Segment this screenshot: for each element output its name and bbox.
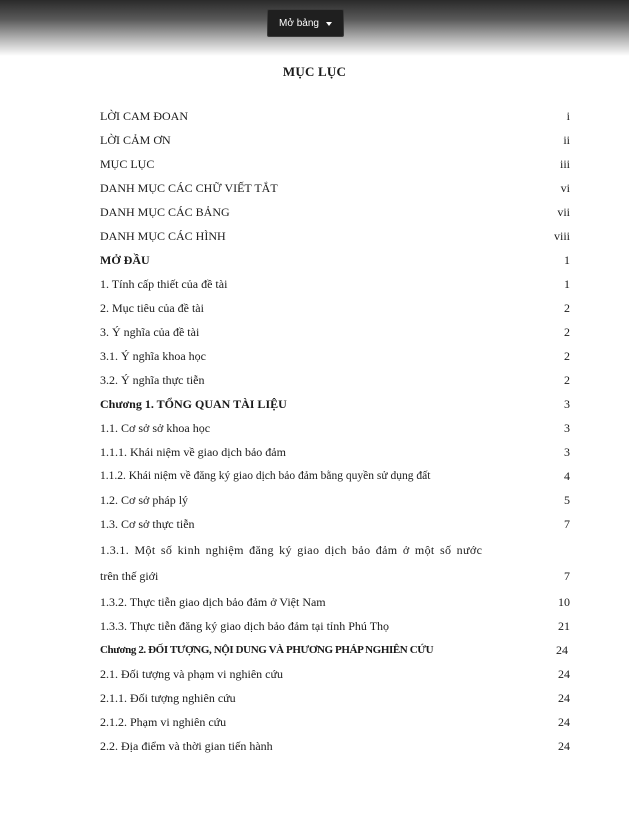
toc-entry-label: 2. Mục tiêu của đề tài xyxy=(100,301,204,315)
toc-entry-label: 3. Ý nghĩa của đề tài xyxy=(100,325,200,339)
toc-entry-label: Chương 2. ĐỐI TƯỢNG, NỘI DUNG VÀ PHƯƠNG PHÁP NGHIÊN CỨU xyxy=(100,644,434,656)
toc-entry-label: LỜI CẢM ƠN xyxy=(100,133,171,147)
toc-entry-page: 24 xyxy=(558,715,570,729)
toc-entry[interactable] xyxy=(100,298,570,318)
toc-entry[interactable] xyxy=(100,442,570,462)
toc-entry[interactable] xyxy=(100,418,570,438)
toc-entry-page: vi xyxy=(560,181,570,195)
toc-entry-page: 24 xyxy=(558,739,570,753)
toc-entry-label: 1.1. Cơ sở sở khoa học xyxy=(100,421,211,435)
toc-entry[interactable] xyxy=(100,322,570,342)
toc-entry[interactable] xyxy=(100,712,570,732)
toc-entry[interactable] xyxy=(100,592,570,612)
toc-entry[interactable] xyxy=(100,130,570,150)
toc-entry-label: 2.1.2. Phạm vi nghiên cứu xyxy=(100,715,227,729)
toc-entry-label: 1.2. Cơ sở pháp lý xyxy=(100,493,189,507)
toc-entry-label: Chương 1. TỔNG QUAN TÀI LIỆU xyxy=(100,397,287,411)
toc-entry-page: 3 xyxy=(564,421,570,435)
toc-entry-page: 4 xyxy=(564,469,570,483)
toc-entry-page: 10 xyxy=(558,595,570,609)
toc-entry-page: ii xyxy=(563,133,570,147)
toc-entry-label: DANH MỤC CÁC HÌNH xyxy=(100,229,226,243)
toc-entry[interactable] xyxy=(100,274,570,294)
toc-entry-page: 24 xyxy=(558,691,570,705)
toc-entry-page: 1 xyxy=(564,253,570,267)
toc-entry-label: 1.1.1. Khái niệm về giao dịch bảo đảm xyxy=(100,445,286,459)
toc-entry-label: 3.1. Ý nghĩa khoa học xyxy=(100,349,206,363)
toc-entry-label: 2.2. Địa điểm và thời gian tiến hành xyxy=(100,739,273,753)
toc-entry-label: 2.1.1. Đối tượng nghiên cứu xyxy=(100,691,236,705)
toc-entry-page: i xyxy=(566,109,570,123)
toc-entry[interactable] xyxy=(100,616,570,636)
toc-entry[interactable] xyxy=(100,154,570,174)
toc-entry[interactable] xyxy=(100,370,570,390)
toc-entry-label: trên thế giới xyxy=(100,569,159,583)
toc-entry[interactable] xyxy=(100,540,570,560)
toc-entry-label: 1. Tính cấp thiết của đề tài xyxy=(100,277,228,291)
toc-entry[interactable] xyxy=(100,736,570,756)
toc-entry[interactable] xyxy=(100,466,570,486)
toc-entry-label: MỞ ĐẦU xyxy=(100,253,150,267)
toc-entry[interactable] xyxy=(100,250,570,270)
toc-entry-label: 1.3.1. Một số kinh nghiệm đăng ký giao dịch bảo đảm ở một số nước xyxy=(100,543,483,557)
toc-entry-label: DANH MỤC CÁC CHỮ VIẾT TẮT xyxy=(100,181,278,195)
toc-entry[interactable] xyxy=(100,106,570,126)
toc-entry-page: 7 xyxy=(564,569,570,583)
toc-entry[interactable] xyxy=(100,490,570,510)
toc-entry-page: 2 xyxy=(564,325,570,339)
toc-entry-page: 24 xyxy=(556,643,568,657)
toc-entry-page: 2 xyxy=(564,373,570,387)
toc-entry-label: DANH MỤC CÁC BẢNG xyxy=(100,205,230,219)
toc-entry-page: viii xyxy=(553,229,570,243)
toc-entry-label: LỜI CAM ĐOAN xyxy=(100,109,188,123)
toc-entry-page: 3 xyxy=(564,397,570,411)
toc-entry-label: 2.1. Đối tượng và phạm vi nghiên cứu xyxy=(100,667,283,681)
toc-entry[interactable] xyxy=(100,394,570,414)
page-title: MỤC LỤC xyxy=(282,64,347,79)
toc-entry-page: 5 xyxy=(564,493,570,507)
toc-entry-label: 1.1.2. Khái niệm về đăng ký giao dịch bảo đảm bằng quyền sử dụng đất xyxy=(100,470,431,482)
toc-entry-page: iii xyxy=(559,157,570,171)
chevron-down-icon xyxy=(326,22,332,26)
toc-entry[interactable] xyxy=(100,346,570,366)
toc-entry-page: vii xyxy=(557,205,570,219)
toc-entry-page: 7 xyxy=(564,517,570,531)
toc-entry[interactable] xyxy=(100,640,570,660)
toc-entry-continuation[interactable] xyxy=(100,566,570,586)
toc-entry[interactable] xyxy=(100,514,570,534)
toc-entry[interactable] xyxy=(100,178,570,198)
toc-entry[interactable] xyxy=(100,688,570,708)
open-table-button[interactable] xyxy=(267,9,344,37)
toc-entry-page: 24 xyxy=(558,667,570,681)
toc-entry-page: 3 xyxy=(564,445,570,459)
toc-entry[interactable] xyxy=(100,202,570,222)
toc-entry-page: 2 xyxy=(564,349,570,363)
toc-entry-page: 1 xyxy=(564,277,570,291)
toc-entry-label: 1.3. Cơ sở thực tiễn xyxy=(100,517,195,531)
toc-entry-page: 21 xyxy=(558,619,570,633)
toc-entry-label: MỤC LỤC xyxy=(100,157,155,171)
toc-entry[interactable] xyxy=(100,664,570,684)
toc-entry-label: 3.2. Ý nghĩa thực tiễn xyxy=(100,373,205,387)
open-table-label: Mở bảng xyxy=(279,17,319,29)
toc-entry-label: 1.3.2. Thực tiễn giao dịch bảo đảm ở Việt Nam xyxy=(100,595,326,609)
toc-entry[interactable] xyxy=(100,226,570,246)
viewer-toolbar xyxy=(0,0,629,56)
toc-entry-page: 2 xyxy=(564,301,570,315)
toc-entry-label: 1.3.3. Thực tiễn đăng ký giao dịch bảo đảm tại tỉnh Phú Thọ xyxy=(100,619,390,633)
